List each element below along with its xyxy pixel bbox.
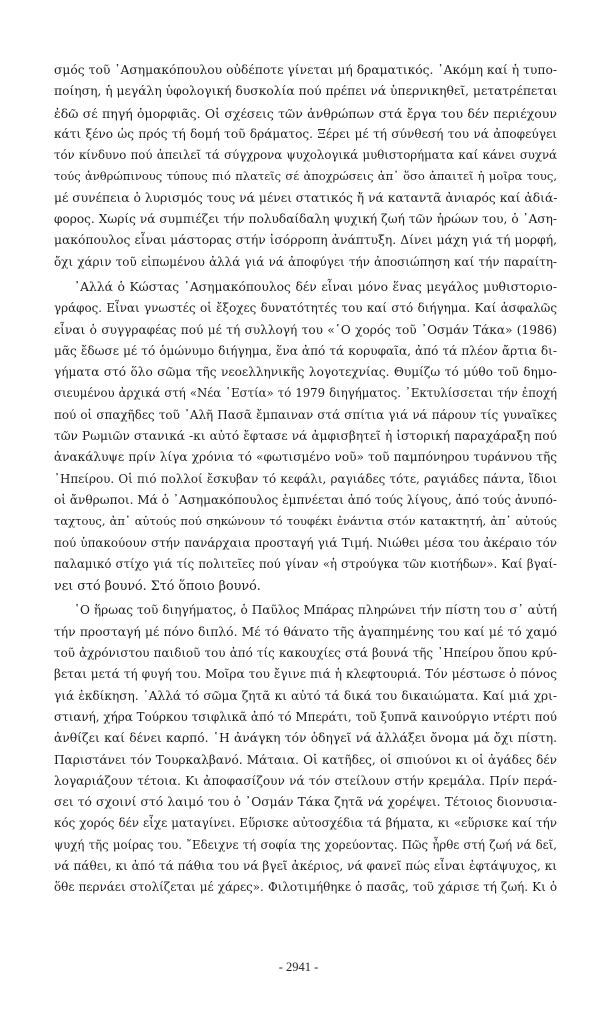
text-line: παλαμικό στίχο γιά τίς πολιτεῖες πού γίναν «ἡ στρούγκα τῶν κιοτήδων». Καί βγαί- [54,556,557,571]
text-line: ποίηση, ἡ μεγάλη ὑφολογική δυσκολία πού πρέπει νά ὑπερνικηθεῖ, μετατρέπεται [54,84,557,99]
text-line: κός χορός δέν εἶχε ματαγίνει. Εὕρισκε αὐτοσχέδια τά βήματα, κι «εὕρισκε καί τήν [54,816,557,831]
text-line: εἶναι ὁ συγγραφέας πού μέ τή συλλογή του «῾Ο χορός τοῦ ᾿Οσμάν Τάκα» (1986) [54,322,557,337]
text-line: ἀνθίζει καί δένει καρπό. ῾Η ἀνάγκη τόν ὁδηγεῖ νά ἀλλάξει ὄνομα μά ὄχι πίστη. [54,731,557,746]
text-line: τῶν Ρωμιῶν στανικά -κι αὐτό ἔφτασε νά ἀμφισβητεῖ ἡ ἱστορική παραχάραξη πού [54,429,557,444]
text-line: σιευμένου ἀρχικά στή «Νέα ῾Εστία» τό 1979 διηγήματος. ᾿Εκτυλίσσεται τήν ἐποχή [54,386,557,401]
text-line: φορος. Χωρίς νά συμπιέζει τήν πολυδαίδαλη ψυχική ζωή τῶν ἡρώων του, ὁ ᾿Αση- [54,212,557,227]
text-line: ᾿Ηπείρου. Οἱ πιό πολλοί ἔσκυβαν τό κεφάλι, ραγιάδες τότε, ραγιάδες πάντα, ἴδιοι [54,471,557,486]
text-line: τόν κίνδυνο πού ἀπειλεῖ τά σύγχρονα ψυχολογικά μυθιστορήματα καί κάνει συχνά [54,148,557,163]
text-line: ψυχή τῆς μοίρας του. ῎Εδειχνε τή σοφία της χορεύοντας. Πῶς ἦρθε στή ζωή νά δεῖ, [54,837,557,852]
paragraph-3 [54,600,557,898]
text-line: πού ὑπακούουν στήν πανάρχαια προσταγή γιά Τιμή. Νιώθει μέσα του ἀκέραιο τόν [54,535,557,550]
text-line: στιανή, χήρα Τούρκου τσιφλικᾶ ἀπό τό Μπεράτι, τοῦ ξυπνᾶ καινούργιο ντέρτι πού [54,709,557,724]
text-line: οἱ ἄνθρωποι. Μά ὁ ᾿Ασημακόπουλος ἐμπνέεται ἀπό τούς λίγους, ἀπό τούς ἀνυπό- [54,492,557,507]
text-line: τήν προσταγή μέ πόνο διπλό. Μέ τό θάνατο τῆς ἀγαπημένης του καί μέ τό χαμό [54,624,557,639]
text-line: νει στό βουνό. Στό ὅποιο βουνό. [54,578,261,594]
text-line: γιά ἐκδίκηση. ᾿Αλλά τό σῶμα ζητᾶ κι αὐτό τά δικά του δικαιώματα. Καί μιά χρι- [54,688,557,703]
paragraph-1 [54,60,557,273]
text-line: μᾶς ἔδωσε μέ τό ὁμώνυμο διήγημα, ἕνα ἀπό τά κορυφαῖα, ἀπό τά πλέον ἄρτια δι- [54,343,557,358]
text-line: κάτι ξένο ὡς πρός τή δομή τοῦ δράματος. Ξέρει μέ τή σύνθεσή του νά ἀποφεύγει [54,126,557,141]
text-line: σει τό σχοινί στό λαιμό του ὁ ᾿Οσμάν Τάκα ζητᾶ νά χορέψει. Τέτοιος διονυσια- [54,795,557,810]
text-line: ὄχι χάριν τοῦ εἰπωμένου ἀλλά γιά νά ἀποφύγει τήν ἀποσιώπηση καί τήν παραίτη- [54,254,557,269]
text-line: μακόπουλος εἶναι μάστορας στήν ἰσόρροπη ἀνάπτυξη. Δίνει μάχη γιά τή μορφή, [54,233,557,248]
text-line: ἐδῶ σέ πηγή ὀμορφιᾶς. Οἱ σχέσεις τῶν ἀνθρώπων στά ἔργα του δέν περιέχουν [54,105,557,121]
text-line: ταχτους, ἀπ᾿ αὐτούς πού σηκώνουν τό τουφέκι ἐνάντια στόν κατακτητή, ἀπ᾿ αὐτούς [54,514,557,529]
text-line: τούς ἀνθρώπινους τύπους πιό πλατεῖς σέ ἀποχρώσεις ἀπ᾿ ὅσο ἀπαιτεῖ ἡ μοῖρα τους, [54,169,557,184]
text-line: ῾Ο ἥρωας τοῦ διηγήματος, ὁ Παῦλος Μπάρας πληρώνει τήν πίστη του σ᾿ αὐτή [74,603,557,618]
text-line: σμός τοῦ ᾿Ασημακόπουλου οὐδέποτε γίνεται μή δραματικός. ᾿Ακόμη καί ἡ τυπο- [54,63,557,77]
text-line: πού οἱ σπαχῆδες τοῦ ᾿Αλῆ Πασᾶ ἔμπαιναν στά σπίτια γιά νά πάρουν τίς γυναῖκες [54,407,557,422]
text-line: ἀνακάλυψε πρίν λίγα χρόνια τό «φωτισμένο νοῦ» τοῦ παμπόνηρου τυράννου τῆς [54,450,557,465]
page-number: - 2941 - [278,960,319,974]
text-line: τοῦ ἀχρόνιστου παιδιοῦ του ἀπό τίς κακουχίες στά βουνά τῆς ᾿Ηπείρου ὅπου κρύ- [54,646,557,661]
text-line: ᾿Αλλά ὁ Κώστας ᾿Ασημακόπουλος δέν εἶναι μόνο ἕνας μεγάλος μυθιστοριο- [74,279,557,294]
text-line: ὅθε περνάει στολίζεται μέ χάρες». Φιλοτιμήθηκε ὁ πασᾶς, τοῦ χάρισε τή ζωή. Κι ὁ [54,880,557,895]
text-line: γράφος. Εἶναι γνωστές οἱ ἔξοχες δυνατότητές του καί στό διήγημα. Καί ἀσφαλῶς [54,301,557,316]
text-line: βεται μετά τή φυγή του. Μοῖρα του ἔγινε πιά ἡ κλεφτουριά. Τόν μέστωσε ὁ πόνος [54,667,557,682]
document-page [54,60,557,899]
text-line: μέ συνέπεια ὁ λυρισμός τους νά μένει στατικός ἤ νά καταντᾶ ἀνιαρός καί ἀδιά- [54,190,557,205]
paragraph-2 [54,277,557,596]
text-line: νά πάθει, κι ἀπό τά πάθια του νά βγεῖ ἀκέριος, νά φανεῖ πώς εἶναι ἐφτάψυχος, κι [54,858,557,873]
text-line: Παριστάνει τόν Τουρκαλβανό. Μάταια. Οἱ κατῆδες, οἱ σπιούνοι κι οἱ ἀγάδες δέν [54,752,557,767]
text-line: γήματα στό ὅλο σῶμα τῆς νεοελληνικῆς λογοτεχνίας. Θυμίζω τό μύθο τοῦ δημο- [54,365,557,380]
text-line: λογαριάζουν τέτοια. Κι ἀποφασίζουν νά τόν στείλουν στήν κρεμάλα. Πρίν περά- [54,773,557,788]
